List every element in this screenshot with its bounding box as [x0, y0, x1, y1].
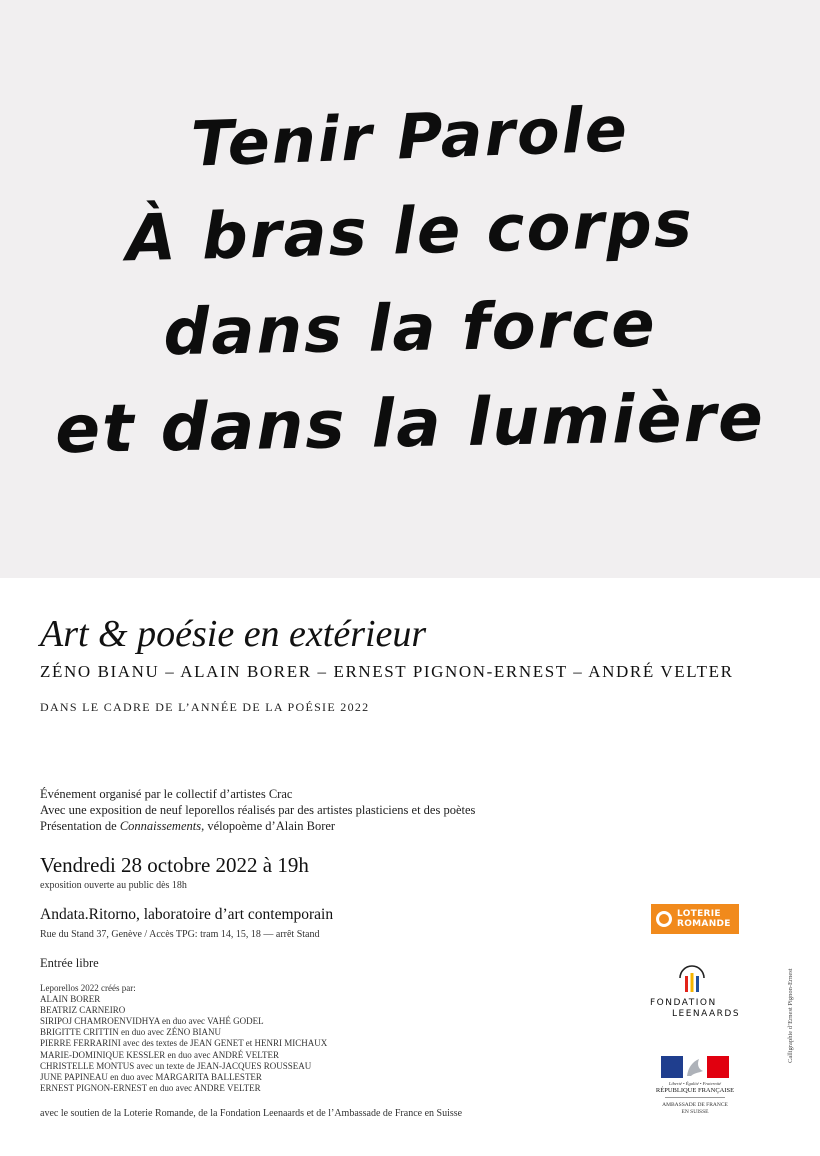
- authors-line: ZÉNO BIANU – ALAIN BORER – ERNEST PIGNON-ERNEST – ANDRÉ VELTER: [40, 662, 734, 681]
- intro-line-3-suffix: , vélopoème d’Alain Borer: [201, 819, 336, 833]
- list-item: CHRISTELLE MONTUS avec un texte de JEAN-JACQUES ROUSSEAU: [40, 1060, 312, 1071]
- marianne-flag-icon: [661, 1056, 729, 1078]
- rf-name: RÉPUBLIQUE FRANÇAISE: [655, 1087, 735, 1094]
- intro-line-3: [40, 818, 475, 834]
- intro-line-1: Événement organisé par le collectif d’artistes Crac: [40, 787, 293, 801]
- list-item: SIRIPOJ CHAMROENVIDHYA en duo avec VAHÉ GODEL: [40, 1016, 264, 1027]
- embassy-label: [655, 1102, 735, 1116]
- event-address: Rue du Stand 37, Genève / Accès TPG: tram 14, 15, 18 — arrêt Stand: [40, 929, 320, 940]
- support-line: avec le soutien de la Loterie Romande, de la Fondation Leenaards et de l’Ambassade de France en Suisse: [40, 1108, 463, 1119]
- intro-line-2: Avec une exposition de neuf leporellos réalisés par des artistes plasticiens et des poètes: [40, 803, 476, 817]
- calligraphy-credit: Calligraphie d’Ernest Pignon-Ernest: [787, 968, 794, 1063]
- list-item: JUNE PAPINEAU en duo avec MARGARITA BALLESTER: [40, 1071, 262, 1082]
- intro-paragraph: [40, 786, 475, 834]
- event-venue: Andata.Ritorno, laboratoire d’art contemporain: [40, 906, 334, 923]
- list-item: ERNEST PIGNON-ERNEST en duo avec ANDRE VELTER: [40, 1082, 261, 1093]
- poster-title: Art & poésie en extérieur: [40, 613, 427, 655]
- event-date: Vendredi 28 octobre 2022 à 19h: [40, 853, 309, 877]
- credits-heading: Leporellos 2022 créés par:: [40, 983, 136, 993]
- calligraphy-line-3: dans la force: [162, 287, 658, 371]
- rf-motto: Liberté • Égalité • Fraternité: [668, 1081, 722, 1086]
- list-item: BRIGITTE CRITTIN en duo avec ZÉNO BIANU: [40, 1027, 221, 1038]
- list-item: BEATRIZ CARNEIRO: [40, 1005, 126, 1016]
- loterie-wordmark: [677, 909, 731, 929]
- intro-line-3-prefix: Présentation de: [40, 819, 120, 833]
- embassy-line-2: EN SUISSE: [681, 1109, 709, 1115]
- calligraphy-line-2: À bras le corps: [125, 187, 695, 277]
- loterie-circle-icon: [656, 911, 672, 927]
- embassy-line-1: AMBASSADE DE FRANCE: [662, 1102, 728, 1108]
- list-item: ALAIN BORER: [40, 994, 101, 1005]
- loterie-word-2: ROMANDE: [677, 919, 731, 929]
- loterie-word-1: LOTERIE: [677, 909, 721, 919]
- list-item: PIERRE FERRARINI avec des textes de JEAN GENET et HENRI MICHAUX: [40, 1038, 328, 1049]
- list-item: MARIE-DOMINIQUE KESSLER en duo avec ANDRÉ VELTER: [40, 1049, 279, 1060]
- leenaards-word-2: LEENAARDS: [672, 1009, 741, 1019]
- rf-divider: [665, 1097, 725, 1098]
- credits-list: [40, 983, 327, 1094]
- loterie-romande-logo: [651, 904, 739, 934]
- leenaards-mark-icon: [677, 964, 707, 996]
- context-line: DANS LE CADRE DE L’ANNÉE DE LA POÉSIE 2022: [40, 700, 370, 714]
- event-hours: exposition ouverte au public dès 18h: [40, 880, 187, 891]
- event-entry: Entrée libre: [40, 956, 99, 970]
- leenaards-logo: [650, 998, 750, 1020]
- intro-work-title: Connaissements: [119, 819, 202, 833]
- leenaards-word-1: FONDATION: [650, 998, 717, 1008]
- calligraphy-line-4: et dans la lumière: [54, 378, 766, 469]
- calligraphy-line-1: Tenir Parole: [190, 92, 630, 181]
